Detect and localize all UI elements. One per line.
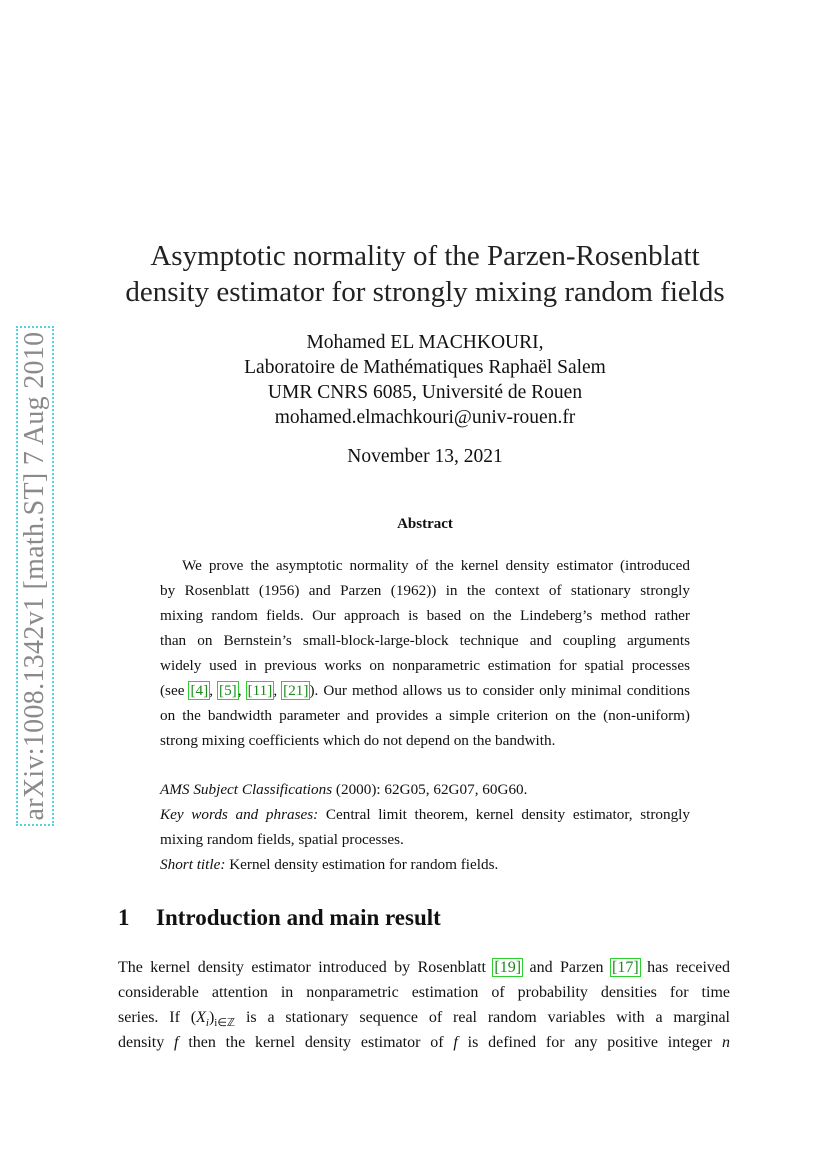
abstract-line: widely used in previous works on nonparametric estimation for spatial processes [160, 657, 690, 674]
citation-link[interactable]: [4] [190, 682, 209, 699]
intro-text: is a stationary sequence of real random variables with a marginal [235, 1009, 730, 1026]
author-affiliation: UMR CNRS 6085, Université de Rouen [267, 382, 583, 403]
abstract-text: (see [160, 682, 190, 699]
citation-link[interactable]: [11] [247, 682, 273, 699]
intro-line [118, 955, 730, 980]
keywords-line-2: mixing random fields, spatial processes. [160, 831, 404, 848]
section-number: 1 [118, 905, 130, 930]
abstract-line: strong mixing coefficients which do not depend on the bandwith. [160, 732, 556, 749]
intro-text: then the kernel density estimator of [178, 1034, 454, 1051]
citation-link[interactable]: [17] [611, 959, 639, 976]
intro-paragraph [118, 955, 730, 1055]
intro-text: has received [639, 959, 730, 976]
arxiv-identifier-stamp [16, 326, 54, 826]
paper-metadata [160, 777, 690, 877]
paper-date: November 13, 2021 [347, 446, 503, 467]
math-subscript: i [205, 1017, 209, 1030]
intro-line [118, 1005, 730, 1030]
citation-link[interactable]: [5] [219, 682, 237, 699]
author-lab: Laboratoire de Mathématiques Raphaël Salem [244, 357, 606, 378]
keywords-label: Key words and phrases: [160, 806, 319, 823]
citation-link[interactable]: [19] [494, 959, 522, 976]
intro-text: and Parzen [522, 959, 611, 976]
separator: , [237, 682, 247, 699]
section-heading [118, 905, 441, 931]
intro-text: is defined for any positive integer [457, 1034, 723, 1051]
ams-label: AMS Subject Classifications [160, 781, 333, 798]
intro-text: density [118, 1034, 175, 1051]
title-line-2: density estimator for strongly mixing random fields [125, 276, 725, 308]
paper-title [100, 238, 750, 310]
math-variable: f [453, 1034, 458, 1051]
intro-line: considerable attention in nonparametric estimation of probability densities for time [118, 984, 730, 1001]
abstract-line: by Rosenblatt (1956) and Parzen (1962)) in the context of stationary strongly [160, 582, 690, 599]
citation-link[interactable]: [21] [283, 682, 309, 699]
abstract-text: ). Our method allows us to consider only minimal conditions [309, 682, 691, 699]
keywords-line [160, 802, 690, 827]
abstract-line: We prove the asymptotic normality of the kernel density estimator (introduced [182, 557, 690, 574]
abstract-body [160, 553, 690, 753]
abstract-line: than on Bernstein’s small-block-large-block technique and coupling arguments [160, 632, 690, 649]
short-title-value: Kernel density estimation for random fields. [225, 856, 499, 873]
abstract-line-citations [160, 678, 690, 703]
abstract-line: on the bandwidth parameter and provides a simple criterion on the (non-uniform) [160, 707, 690, 724]
short-title [160, 852, 690, 877]
ams-classification [160, 777, 690, 802]
abstract-line: mixing random fields. Our approach is based on the Lindeberg’s method rather [160, 607, 690, 624]
separator: , [273, 682, 283, 699]
intro-text: series. If ( [118, 1009, 197, 1026]
math-variable: f [174, 1034, 179, 1051]
math-subscript: i∈ℤ [214, 1017, 236, 1030]
arxiv-id-text: arXiv:1008.1342v1 [math.ST] 7 Aug 2010 [19, 331, 50, 821]
author-block [100, 330, 750, 430]
keywords-value: Central limit theorem, kernel density estimator, strongly [318, 806, 690, 823]
ams-value: (2000): 62G05, 62G07, 60G60. [332, 781, 528, 798]
short-title-label: Short title: [160, 856, 226, 873]
math-variable: X [196, 1009, 206, 1026]
intro-line [118, 1030, 730, 1055]
title-line-1: Asymptotic normality of the Parzen-Rosenblatt [150, 240, 700, 272]
author-name: Mohamed EL MACHKOURI, [306, 332, 544, 353]
math-variable: n [722, 1034, 731, 1051]
abstract-heading: Abstract [397, 516, 453, 532]
intro-text: The kernel density estimator introduced by Rosenblatt [118, 959, 494, 976]
intro-text: ) [208, 1009, 215, 1026]
section-title: Introduction and main result [156, 905, 441, 930]
author-email: mohamed.elmachkouri@univ-rouen.fr [274, 407, 576, 428]
separator: , [209, 682, 219, 699]
